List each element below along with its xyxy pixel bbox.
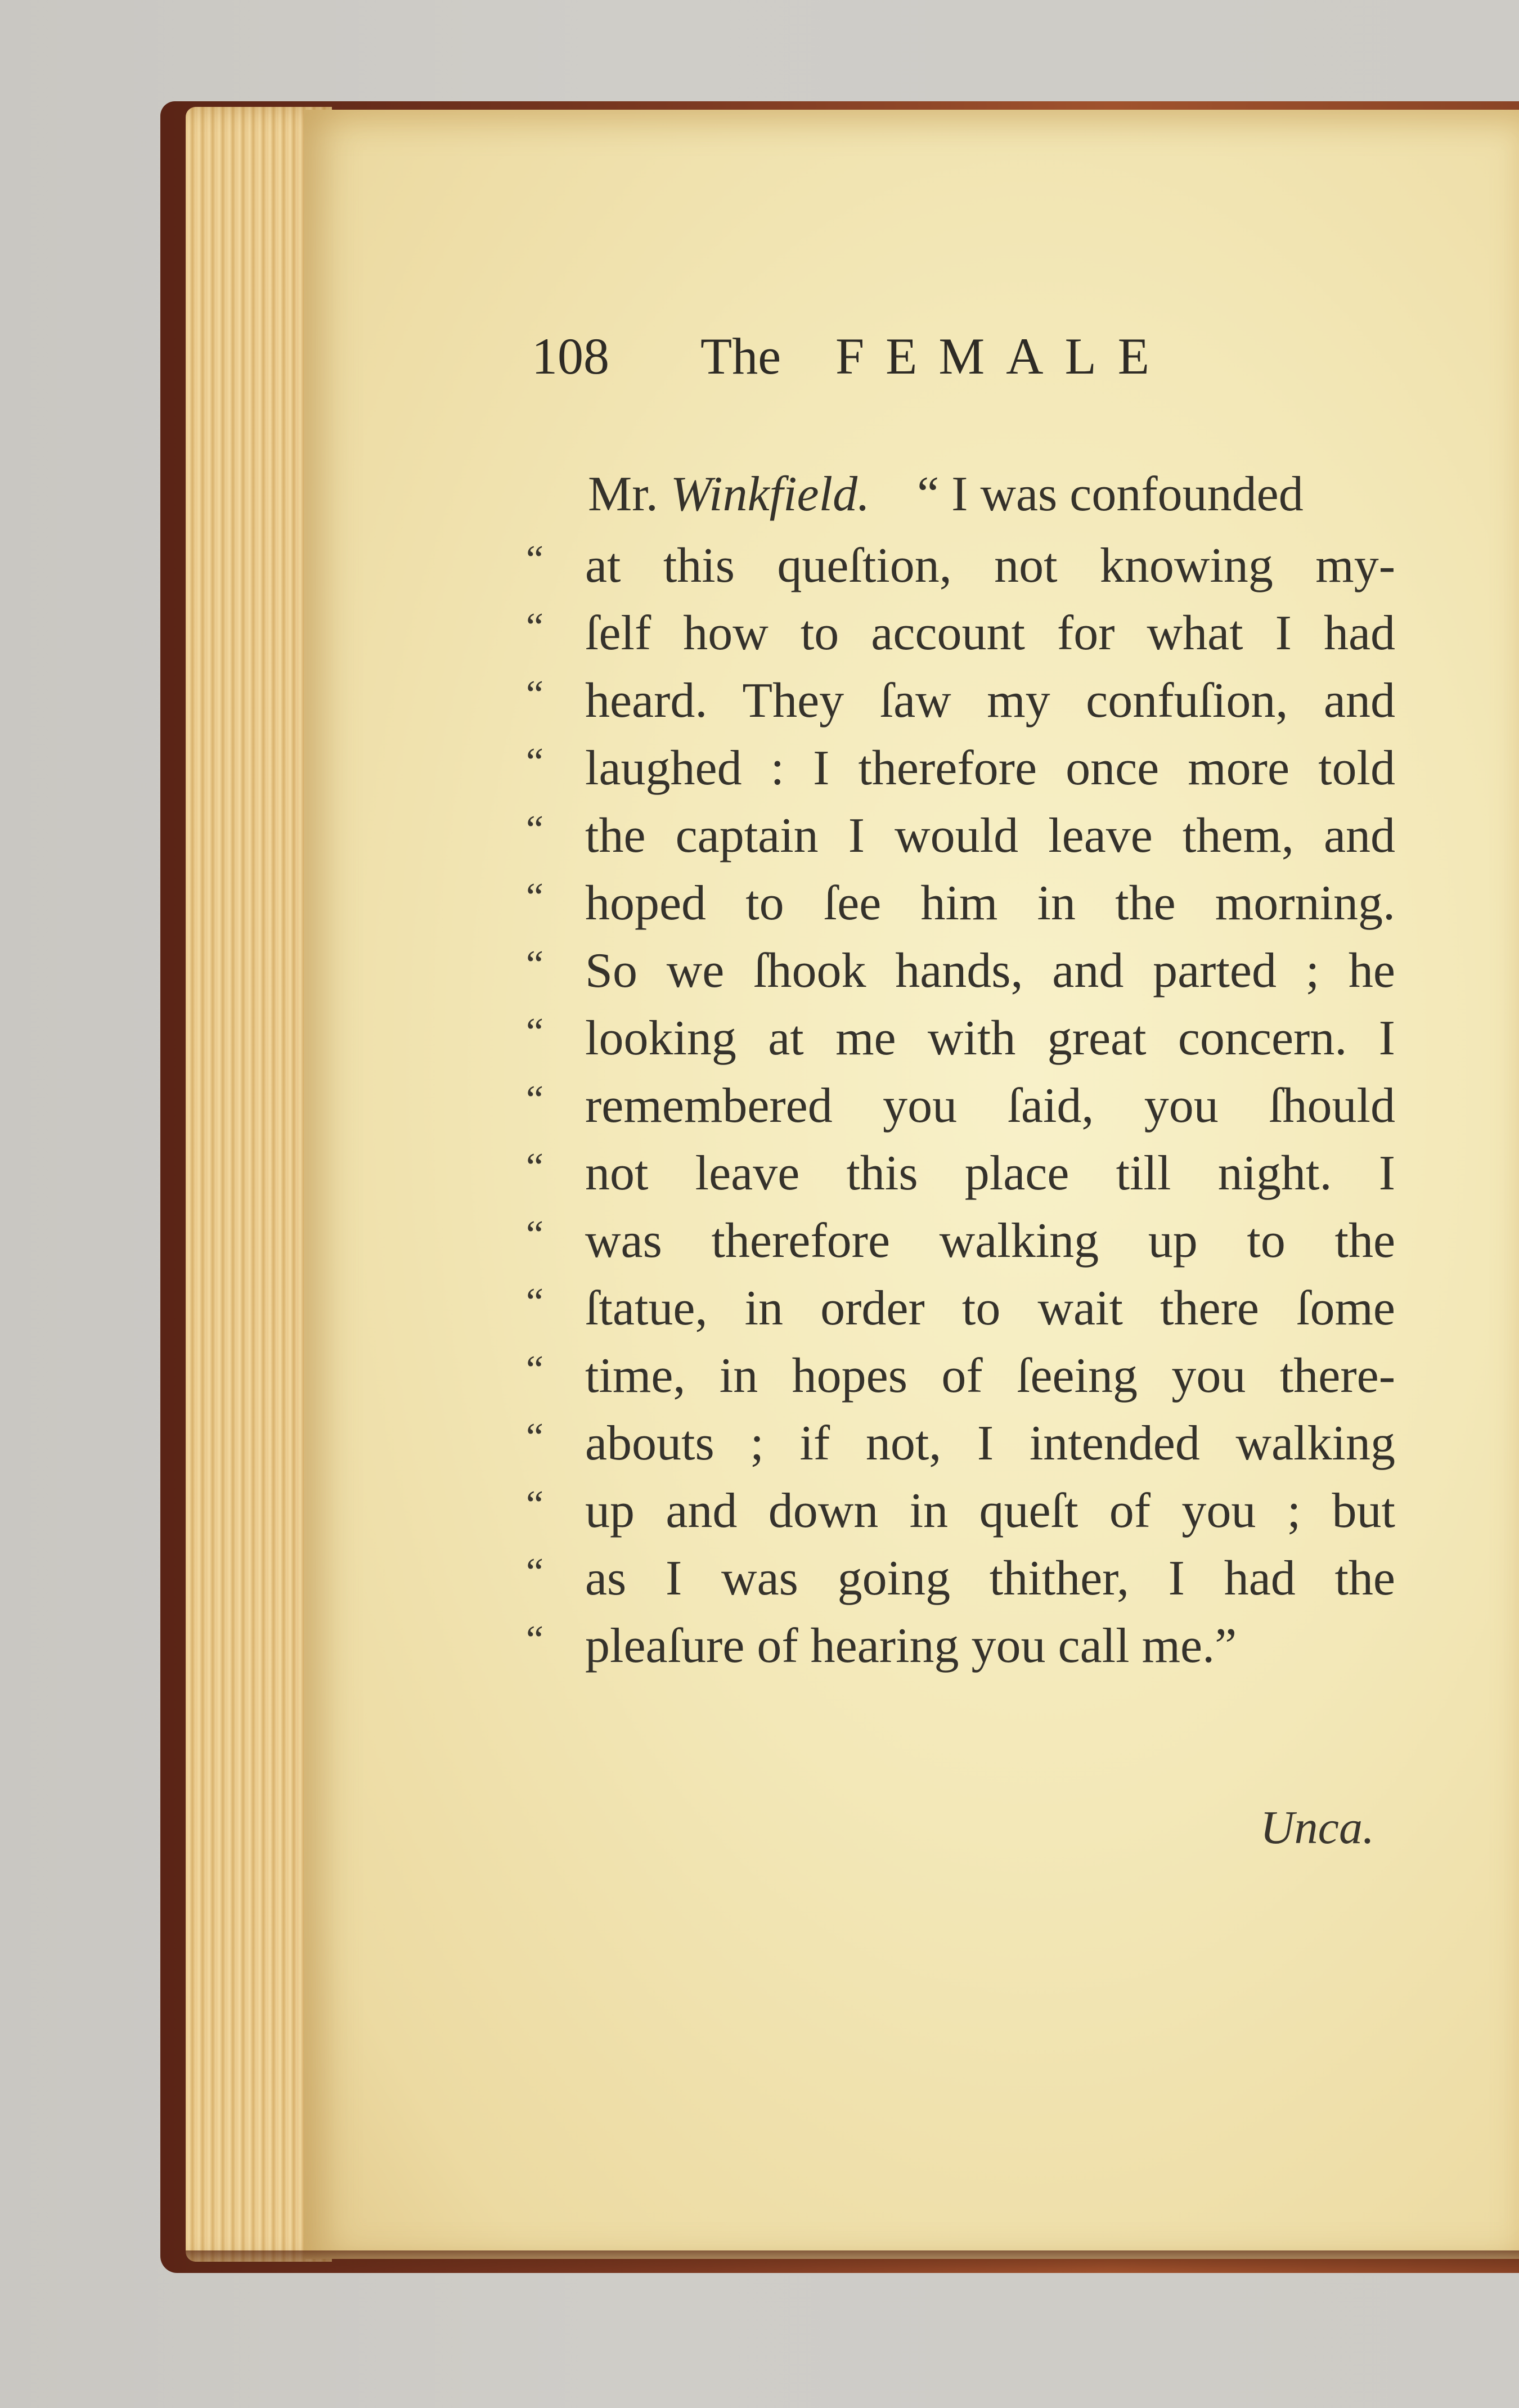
quote-mark: “ (526, 1618, 544, 1661)
line-text: looking at me with great concern. I (585, 1011, 1395, 1066)
quote-mark: “ (526, 1416, 544, 1459)
line-text: laughed : I therefore once more told (585, 741, 1395, 796)
quote-mark: “ (526, 1145, 544, 1189)
first-line-text: “ I was confounded (917, 467, 1304, 522)
line-text: hoped to ſee him in the morning. (585, 876, 1395, 931)
line-text: was therefore walking up to the (585, 1214, 1395, 1268)
line-text: up and down in queſt of you ; but (585, 1484, 1395, 1538)
quote-mark: “ (526, 605, 544, 649)
header-the: The (700, 327, 781, 385)
line-text: abouts ; if not, I intended walking (585, 1416, 1395, 1471)
quote-mark: “ (526, 1483, 544, 1526)
quote-mark: “ (526, 1281, 544, 1324)
line-text: remembered you ſaid, you ſhould (585, 1079, 1395, 1133)
speaker-prefix: Mr. (588, 467, 658, 522)
line-text: heard. They ſaw my confuſion, and (585, 673, 1395, 728)
speaker-name: Winkfield. (670, 467, 870, 522)
line-text: not leave this place till night. I (585, 1146, 1395, 1201)
quote-mark: “ (526, 538, 544, 581)
quote-mark: “ (526, 943, 544, 986)
line-text: ſtatue, in order to wait there ſome (585, 1281, 1395, 1336)
line-text: the captain I would leave them, and (585, 808, 1395, 863)
line-text: as I was going thither, I had the (585, 1551, 1395, 1606)
line-text: So we ſhook hands, and parted ; he (585, 944, 1395, 998)
first-line (588, 467, 1304, 522)
catchword: Unca. (1260, 1801, 1374, 1854)
page-bottom-shadow (186, 2250, 1519, 2273)
quote-mark: “ (526, 1213, 544, 1256)
line-text: ſelf how to account for what I had (585, 606, 1395, 661)
quote-mark: “ (526, 673, 544, 716)
quote-mark: “ (526, 1551, 544, 1594)
quote-mark: “ (526, 1010, 544, 1054)
header-title: FEMALE (835, 327, 1171, 385)
quote-mark: “ (526, 875, 544, 919)
quote-mark: “ (526, 740, 544, 784)
running-header (532, 326, 1235, 399)
quote-mark: “ (526, 1348, 544, 1391)
line-text: at this queſtion, not knowing my- (585, 538, 1395, 593)
quote-mark: “ (526, 1078, 544, 1121)
line-text: time, in hopes of ſeeing you there- (585, 1349, 1395, 1403)
line-text: pleaſure of hearing you call me.” (585, 1619, 1237, 1673)
quote-mark: “ (526, 808, 544, 851)
page-number: 108 (532, 327, 609, 385)
